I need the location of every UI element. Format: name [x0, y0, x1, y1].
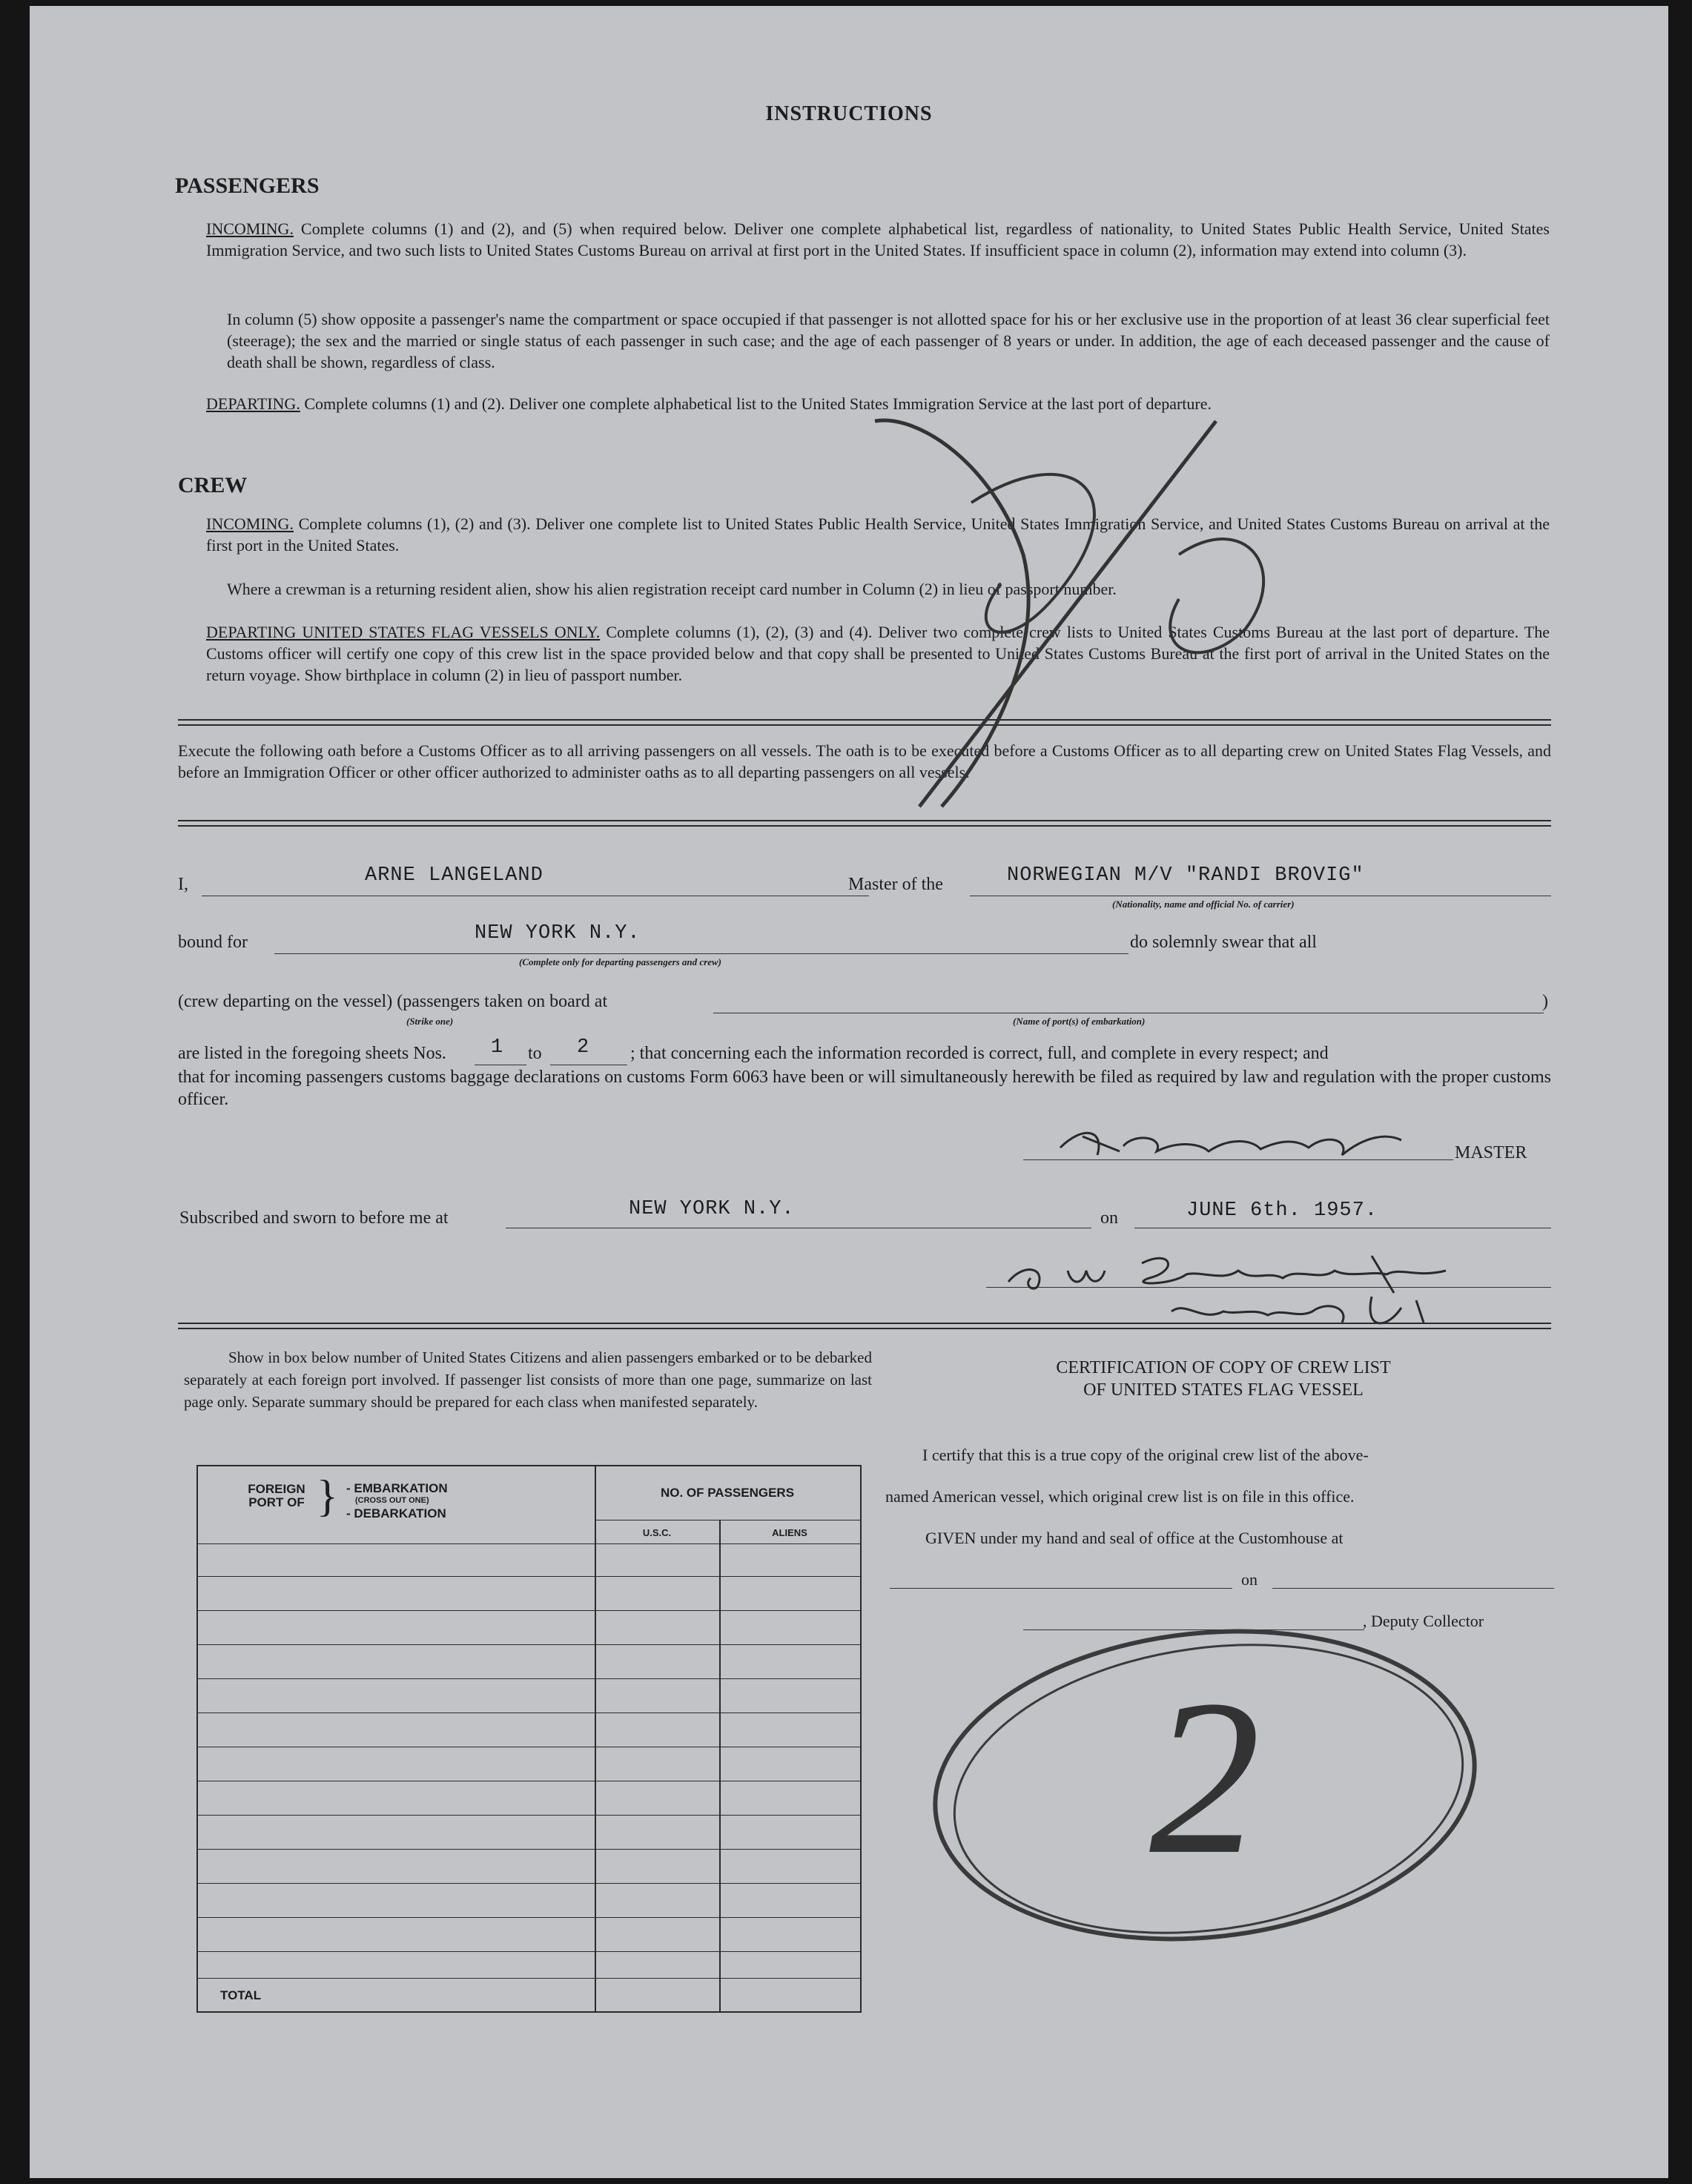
- crew-departing-text: Complete columns (1), (2), (3) and (4). Deliver two complete crew lists to United States Customs Bureau at the last port of departure. The Customs officer will certify one copy of this crew list in the space provided below and that copy shall be presented to United States Customs Bureau at the first port of arrival in the United States on the return voyage. Show birthplace in column (2) in lieu of passport number.: [206, 623, 1550, 684]
- col-divider: [719, 1520, 721, 2011]
- master-label: MASTER: [1455, 1143, 1527, 1162]
- table-row: [198, 1815, 860, 1816]
- passengers-header: NO. OF PASSENGERS: [660, 1486, 795, 1500]
- certification-title-line2: OF UNITED STATES FLAG VESSEL: [1083, 1380, 1364, 1400]
- page-title: INSTRUCTIONS: [765, 102, 933, 125]
- table-row: [198, 1951, 860, 1952]
- foreign-port-header: FOREIGN PORT OF: [248, 1482, 305, 1509]
- bound-for-label: bound for: [178, 933, 248, 952]
- aliens-header: ALIENS: [772, 1527, 807, 1538]
- embarkation-header: - EMBARKATION: [346, 1481, 448, 1495]
- passenger-summary-table: [196, 1465, 862, 2013]
- certify-line1: I certify that this is a true copy of the original crew list of the above-: [922, 1446, 1369, 1464]
- summary-instructions: [184, 1346, 872, 1413]
- vessel-caption: (Nationality, name and official No. of carrier): [1112, 899, 1295, 910]
- table-row: [198, 1978, 860, 1979]
- master-name: ARNE LANGELAND: [365, 864, 543, 887]
- crew-incoming-label: INCOMING.: [206, 514, 294, 533]
- table-row: [198, 1849, 860, 1850]
- col-divider: [595, 1466, 596, 2011]
- table-row: [198, 1610, 860, 1611]
- crew-departing-label: DEPARTING UNITED STATES FLAG VESSELS ONLY.: [206, 623, 601, 641]
- usc-header: U.S.C.: [642, 1527, 672, 1538]
- oath-instructions: Execute the following oath before a Customs Officer as to all arriving passengers on all vessels. The oath is to be executed before a Customs Officer as to all departing crew on United States Flag Vessels, and before an Immigration Officer or other officer authorized to administer oaths as to all departing passengers on all vessels.: [178, 741, 1551, 781]
- table-row: [198, 1917, 860, 1918]
- deputy-label: , Deputy Collector: [1363, 1612, 1484, 1630]
- master-of-label: Master of the: [848, 875, 943, 894]
- given-text: GIVEN under my hand and seal of office at the Customhouse at: [925, 1529, 1344, 1547]
- sheets-post: that for incoming passengers customs baggage declarations on customs Form 6063 have been or will simultaneously herewith be filed as required by law and regulation with the proper customs officer.: [178, 1068, 1551, 1109]
- header-divider: [198, 1543, 860, 1544]
- customhouse-line: [890, 1588, 1232, 1589]
- table-row: [198, 1883, 860, 1884]
- divider: [178, 1323, 1551, 1329]
- embark-caption: (Name of port(s) of embarkation): [1013, 1016, 1146, 1027]
- certification-title-line1: CERTIFICATION OF COPY OF CREW LIST: [1056, 1358, 1391, 1377]
- bound-caption: (Complete only for departing passengers and crew): [519, 956, 721, 967]
- table-row: [198, 1678, 860, 1679]
- handwritten-slash-mark: [830, 406, 1349, 821]
- summary-instructions-text: Show in box below number of United States Citizens and alien passengers embarked or to be debarked separately at each foreign port involved. If passenger list consists of more than one page, summarize on last page only. Separate summary should be prepared for each class when manifested separately.: [184, 1349, 872, 1411]
- certification-title: [897, 1357, 1550, 1401]
- departing-text: Complete columns (1) and (2). Deliver one complete alphabetical list to the United States Immigration Service at the last port of departure.: [304, 394, 1212, 413]
- column5-paragraph: In column (5) show opposite a passenger's name the compartment or space occupied if that passenger is not allotted space for his or her exclusive use in the proportion of at least 36 clear superficial feet (steerage); the sex and the married or single status of each passenger in such case; and the age of each passenger of 8 years or under. In addition, the age of each deceased passenger and the cause of death shall be shown, regardless of class.: [227, 310, 1550, 371]
- sheets-pre: are listed in the foregoing sheets Nos.: [178, 1044, 446, 1063]
- circled-number-annotation: [919, 1615, 1498, 1956]
- crew-incoming-text: Complete columns (1), (2) and (3). Deliver one complete list to United States Public Health Service, United States Immigration Service, and United States Customs Bureau on arrival at the first port in the United States.: [206, 514, 1550, 555]
- table-row: [198, 1576, 860, 1577]
- swear-label: do solemnly swear that all: [1130, 933, 1317, 952]
- passengers-heading: PASSENGERS: [175, 173, 320, 198]
- passengers-incoming-paragraph: [206, 218, 1550, 261]
- subscribed-label: Subscribed and sworn to before me at: [179, 1208, 449, 1228]
- crew-resident-paragraph: Where a crewman is a returning resident alien, show his alien registration receipt card number in Column (2) in lieu of passport number.: [227, 580, 1117, 598]
- sheets-to-label: to: [528, 1044, 542, 1063]
- total-label: TOTAL: [220, 1988, 262, 2002]
- vessel-name: NORWEGIAN M/V "RANDI BROVIG": [1007, 864, 1364, 887]
- on-label: on: [1100, 1208, 1118, 1228]
- strike-one-caption: (Strike one): [406, 1016, 454, 1027]
- bound-for-line: [274, 953, 1128, 954]
- cert-on-label: on: [1241, 1570, 1258, 1589]
- sworn-date: JUNE 6th. 1957.: [1186, 1199, 1378, 1222]
- crew-passengers-label: (crew departing on the vessel) (passengers taken on board at: [178, 992, 608, 1011]
- cert-date-line: [1272, 1588, 1554, 1589]
- oath-i-label: I,: [178, 875, 188, 894]
- sheets-post-line1: ; that concerning each the information recorded is correct, full, and complete in every respect; and: [630, 1044, 1329, 1063]
- sheet-from: 1: [491, 1036, 504, 1059]
- brace: }: [317, 1472, 338, 1520]
- close-paren: ): [1542, 992, 1548, 1011]
- cross-out-note: (CROSS OUT ONE): [355, 1496, 429, 1505]
- certify-line2: named American vessel, which original crew list is on file in this office.: [885, 1487, 1355, 1506]
- sheet-to: 2: [577, 1036, 590, 1059]
- table-row: [198, 1644, 860, 1645]
- debarkation-header: - DEBARKATION: [346, 1506, 446, 1520]
- crew-heading: CREW: [178, 473, 248, 497]
- sworn-place: NEW YORK N.Y.: [629, 1198, 795, 1220]
- master-signature: [1053, 1118, 1424, 1170]
- incoming-label: INCOMING.: [206, 219, 294, 238]
- document-page: [30, 6, 1668, 2178]
- bound-for-value: NEW YORK N.Y.: [475, 922, 641, 944]
- incoming-text: Complete columns (1) and (2), and (5) when required below. Deliver one complete alphabetical list, regardless of nationality, to United States Public Health Service, United States Immigration Service, and two such lists to United States Customs Bureau on arrival at first port in the United States. If insufficient space in column (2), information may extend into column (3).: [206, 219, 1550, 259]
- departing-label: DEPARTING.: [206, 394, 300, 413]
- circled-number: 2: [1149, 1654, 1260, 1900]
